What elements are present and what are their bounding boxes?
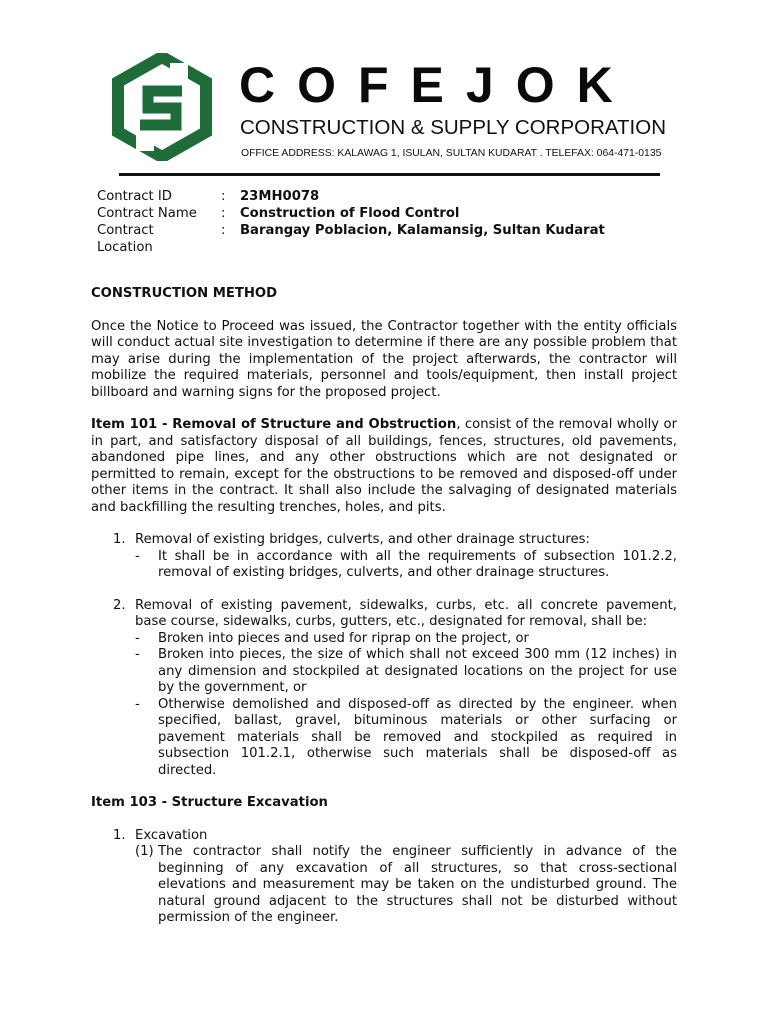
contract-id-label: Contract ID — [97, 189, 172, 204]
dash-mark: - — [135, 696, 140, 712]
sub-item-mark: (1) — [135, 844, 154, 859]
dash-mark: - — [135, 630, 140, 646]
company-subtitle: CONSTRUCTION & SUPPLY CORPORATION — [240, 116, 666, 139]
item-103-list — [91, 828, 677, 927]
dash-item-text: Broken into pieces and used for riprap on the project, or — [158, 630, 529, 646]
letterhead — [112, 48, 680, 186]
dash-item — [135, 697, 677, 780]
document-body — [91, 286, 677, 927]
dash-item-text: Otherwise demolished and disposed-off as directed by the engineer. when specified, ballast, gravel, bituminous materials or other surfacing or pavement materials shall be removed and stockpiled as required in subsection 101.2.1, otherwise such materials shall be disposed-off as directed. — [158, 696, 677, 778]
contract-id-value: 23MH0078 — [240, 189, 320, 204]
contract-location-label: Contract Location — [97, 223, 154, 255]
contract-location-value: Barangay Poblacion, Kalamansig, Sultan Kudarat — [240, 223, 605, 238]
sub-list — [135, 844, 677, 927]
construction-method-heading: CONSTRUCTION METHOD — [91, 286, 278, 301]
dash-item-text: It shall be in accordance with all the requirements of subsection 101.2.2, removal of existing bridges, culverts, and other drainage structures. — [158, 548, 677, 580]
dash-item-text: Broken into pieces, the size of which shall not exceed 300 mm (12 inches) in any dimension and stockpiled at designated locations on the project for use by the government, or — [158, 647, 677, 695]
dash-mark: - — [135, 548, 140, 564]
dash-list — [135, 549, 677, 582]
header-divider — [119, 173, 660, 176]
intro-paragraph: Once the Notice to Proceed was issued, the Contractor together with the entity officials will conduct actual site investigation to determine if there are any possible problem that may arise during the implementation of the project afterwards, the contractor will mobilize the required materials, personnel and tools/equipment, then install project billboard and warning signs for the proposed project. — [91, 318, 677, 400]
list-number: 1. — [113, 827, 126, 843]
contract-id-colon: : — [221, 189, 226, 204]
item-101-list — [91, 532, 677, 779]
item-101-text: , consist of the removal wholly or in part, and satisfactory disposal of all buildings, fences, structures, old pavements, abandoned pipe lines, and any other obstructions which are not designated or permitted to remain, except for the obstructions to be removed and disposed-off under other items in the contract. It shall also include the salvaging of designated materials and backfilling the resulting trenches, holes, and pits. — [91, 417, 677, 515]
dash-item — [135, 549, 677, 582]
contract-name-value: Construction of Flood Control — [240, 206, 460, 221]
sub-item-text: The contractor shall notify the engineer sufficiently in advance of the beginning of any excavation of all structures, so that cross-sectional elevations and measurement may be taken on the undisturbed ground. The natural ground adjacent to the structures shall not be disturbed without permission of the engineer. — [158, 844, 677, 925]
dash-item — [135, 631, 677, 648]
dash-item — [135, 647, 677, 697]
contract-location-colon: : — [221, 223, 226, 238]
sub-item — [135, 844, 677, 927]
item-103-heading: Item 103 - Structure Excavation — [91, 795, 328, 810]
dash-mark: - — [135, 647, 140, 662]
list-item — [91, 532, 677, 582]
list-item — [91, 828, 677, 927]
item-101-paragraph — [91, 417, 677, 516]
dash-list — [135, 631, 677, 780]
list-number: 2. — [113, 597, 126, 613]
list-item — [91, 598, 677, 780]
office-address: OFFICE ADDRESS: KALAWAG 1, ISULAN, SULTAN KUDARAT . TELEFAX: 064-471-0135 — [241, 148, 662, 159]
company-name: COFEJOK — [239, 57, 635, 113]
item-101-title: Item 101 - Removal of Structure and Obstruction — [91, 417, 457, 432]
list-item-text: Removal of existing bridges, culverts, and other drainage structures: — [135, 532, 590, 547]
list-item-text: Removal of existing pavement, sidewalks, curbs, etc. all concrete pavement, base course, sidewalks, curbs, gutters, etc., designated for removal, shall be: — [135, 597, 677, 629]
contract-name-colon: : — [221, 206, 226, 221]
list-item-text: Excavation — [135, 827, 208, 843]
contract-name-label: Contract Name — [97, 206, 197, 221]
list-number: 1. — [113, 532, 126, 547]
cofejok-logo-icon — [112, 53, 212, 161]
